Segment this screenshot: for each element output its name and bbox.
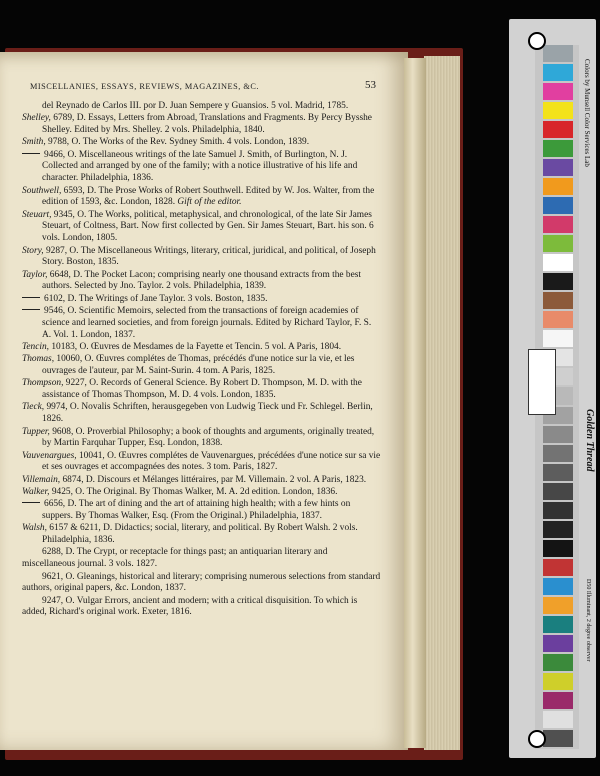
color-swatch xyxy=(543,597,573,614)
color-swatch xyxy=(543,578,573,595)
entry-text: 10183, O. Œuvres de Mesdames de la Fayette et Tencin. 5 vol. A Paris, 1804. xyxy=(49,341,342,352)
registration-mark-bottom xyxy=(528,730,546,748)
color-swatch xyxy=(543,635,573,652)
color-swatch xyxy=(543,254,573,271)
target-brand-text: Colors by Munsell Color Services Lab xyxy=(583,59,591,167)
color-swatch xyxy=(543,464,573,481)
entry-text: 9974, O. Novalis Schriften, herausgegeben von Ludwig Tieck und Fr. Schlegel. Berlin, 1826. xyxy=(42,402,373,425)
entry-author: Thompson, xyxy=(22,378,64,389)
color-swatch xyxy=(543,559,573,576)
entry-text: 6789, D. Essays, Letters from Abroad, Translations and Fragments. By Percy Bysshe Shelley. Edited by Mrs. Shelley. 2 vols. Philadelphia, 1840. xyxy=(42,113,372,136)
color-swatch xyxy=(543,159,573,176)
registration-mark-top xyxy=(528,32,546,50)
entry-author: Tencin, xyxy=(22,341,49,352)
entry-text: 6157 & 6211, D. Didactics; social, literary, and political. By Robert Walsh. 2 vols. Philadelphia, 1836. xyxy=(42,523,358,546)
color-swatch xyxy=(543,711,573,728)
ditto-dash xyxy=(22,297,40,298)
entry-author: Walsh, xyxy=(22,523,47,534)
entry-author: Walker, xyxy=(22,487,50,497)
catalogue-entry xyxy=(22,150,382,185)
catalogue-entry xyxy=(22,101,382,113)
catalogue-entry xyxy=(22,475,382,487)
entry-text: 6102, D. The Writings of Jane Taylor. 3 vols. Boston, 1835. xyxy=(44,293,268,304)
entry-text: 10060, O. Œuvres complétes de Thomas, précédés d'une notice sur la vie, et les ouvrages de l'auteur, par M. Saint-Surin. 4 tom. A Paris, 1825. xyxy=(42,354,355,377)
color-swatch xyxy=(543,445,573,462)
entry-author: Thomas, xyxy=(22,354,55,365)
color-swatch xyxy=(543,273,573,290)
ditto-dash xyxy=(22,502,40,503)
color-swatch xyxy=(543,616,573,633)
catalogue-entry xyxy=(22,246,382,270)
entry-text: 6593, D. The Prose Works of Robert Southwell. Edited by W. Jos. Walter, from the edition of 1593, &c. London, 1828. xyxy=(42,185,375,208)
entry-text: 9788, O. The Works of the Rev. Sydney Smith. 4 vols. London, 1839. xyxy=(45,137,310,148)
catalogue-entry xyxy=(22,499,382,523)
color-swatch xyxy=(543,83,573,100)
catalogue-entry xyxy=(22,306,382,341)
color-swatch xyxy=(543,692,573,709)
page-edges xyxy=(424,56,460,750)
catalogue-entry xyxy=(22,354,382,378)
entry-text: 9425, O. The Original. By Thomas Walker, M. A. 2d edition. London, 1836. xyxy=(49,487,338,497)
page-number: 53 xyxy=(365,79,376,91)
color-swatch xyxy=(543,64,573,81)
color-swatch xyxy=(543,197,573,214)
entry-author: Villemain, xyxy=(22,474,61,485)
entry-text: 9227, O. Records of General Science. By Robert D. Thompson, M. D. with the assistance of Thomas Thompson, M. D. 4 vols. London, 1835. xyxy=(42,378,362,401)
color-swatch xyxy=(543,178,573,195)
entry-text: 6874, D. Discours et Mélanges littéraires, par M. Villemain. 2 vol. A Paris, 1823. xyxy=(60,474,367,485)
catalogue-entry xyxy=(22,572,382,596)
entry-text: 6656, D. The art of dining and the art of attaining high health; with a few hints on suppers. By Thomas Walker, Esq. (From the Original.) Philadelphia, 1837. xyxy=(42,499,351,522)
color-swatch xyxy=(543,311,573,328)
entry-author: Southwell, xyxy=(22,185,62,196)
color-swatch xyxy=(543,45,573,62)
entry-text: 9621, O. Gleanings, historical and literary; comprising numerous selections from standard authors, original papers, &c. London, 1837. xyxy=(22,571,381,594)
catalogue-entry xyxy=(22,547,382,571)
catalogue-entry xyxy=(22,451,382,475)
catalogue-entry xyxy=(22,137,382,149)
catalogue-entry xyxy=(22,378,382,402)
entry-author: Smith, xyxy=(22,137,46,148)
catalogue-entry xyxy=(22,402,382,426)
entry-note: Gift of the editor. xyxy=(177,197,242,208)
entry-author: Vauvenargues, xyxy=(22,450,77,461)
entry-author: Tupper, xyxy=(22,426,50,437)
ditto-dash xyxy=(22,309,40,310)
catalogue-entry xyxy=(22,210,382,245)
entry-author: Story, xyxy=(22,245,44,256)
entry-text: 9287, O. The Miscellaneous Writings, literary, critical, juridical, and political, of Joseph Story. Boston, 1835. xyxy=(42,245,376,268)
color-swatch xyxy=(543,121,573,138)
color-swatch xyxy=(543,216,573,233)
target-thread-text: Golden Thread xyxy=(584,409,595,472)
gray-card-tab xyxy=(528,349,556,415)
target-footer-text: D50 Illuminant, 2 degree observer xyxy=(585,579,591,662)
color-swatch xyxy=(543,426,573,443)
entry-text: 6288, D. The Crypt, or receptacle for things past; an antiquarian literary and miscellaneous journal. 3 vols. 1827. xyxy=(22,547,328,570)
color-swatch xyxy=(543,140,573,157)
catalogue-entry xyxy=(22,596,382,620)
catalogue-entry xyxy=(22,113,382,137)
catalogue-entry xyxy=(22,523,382,547)
color-swatch xyxy=(543,730,573,747)
catalogue-entry xyxy=(22,270,382,294)
catalogue-entry xyxy=(22,427,382,451)
color-swatch xyxy=(543,521,573,538)
entry-text: 10041, O. Œuvres complétes de Vauvenargues, précédées d'une notice sur sa vie et ses ouvrages et accompagnées des notes. 3 tom. Paris, 1827. xyxy=(42,450,381,473)
entry-text: 6648, D. The Pocket Lacon; comprising nearly one thousand extracts from the best authors. Selected by Jno. Taylor. 2 vols. Philadelphia, 1839. xyxy=(42,269,362,292)
entry-author: Shelley, xyxy=(22,113,51,124)
color-swatch xyxy=(543,102,573,119)
color-swatch xyxy=(543,540,573,557)
catalogue-entry xyxy=(22,487,382,499)
color-swatch xyxy=(543,235,573,252)
running-title: MISCELLANIES, ESSAYS, REVIEWS, MAGAZINES, &C. xyxy=(30,82,259,91)
entry-text: 9608, O. Proverbial Philosophy; a book of thoughts and arguments, originally treated, by Martin Farquhar Tupper, Esq. London, 1838. xyxy=(42,426,375,449)
color-swatch xyxy=(543,654,573,671)
color-swatch xyxy=(543,292,573,309)
color-swatch xyxy=(543,502,573,519)
catalogue-entries xyxy=(22,101,382,620)
catalogue-entry xyxy=(22,294,382,306)
entry-author: Steuart, xyxy=(22,209,52,220)
catalogue-entry xyxy=(22,186,382,210)
entry-text: 9466, O. Miscellaneous writings of the late Samuel J. Smith, of Burlington, N. J. Collected and arranged by one of the family; with a notice illustrative of his life and character. Philadelphia, 1836. xyxy=(42,149,358,184)
catalogue-entry xyxy=(22,342,382,354)
entry-text: del Reynado de Carlos III. por D. Juan Sempere y Guansios. 5 vol. Madrid, 1785. xyxy=(42,101,349,111)
color-swatch xyxy=(543,330,573,347)
entry-text: 9247, O. Vulgar Errors, ancient and modern; with a critical disquisition. To which is added, Richard's original work. Exeter, 1816. xyxy=(22,595,358,618)
color-swatch xyxy=(543,673,573,690)
color-swatch xyxy=(543,483,573,500)
ditto-dash xyxy=(22,153,40,154)
entry-text: 9345, O. The Works, political, metaphysical, and chronological, of the late Sir James Steuart, of Coltness, Bart. Now first collected by Gen. Sir James Steuart, Bart. his son. 6 vols. London, 1805. xyxy=(42,209,374,244)
entry-author: Taylor, xyxy=(22,269,48,280)
entry-author: Tieck, xyxy=(22,402,45,413)
page-gutter xyxy=(404,58,426,748)
entry-text: 9546, O. Scientific Memoirs, selected from the transactions of foreign academies of science and learned societies, and from foreign journals. Edited by Richard Taylor, F. S. A. Vol. 1. London, 1837. xyxy=(42,306,372,340)
